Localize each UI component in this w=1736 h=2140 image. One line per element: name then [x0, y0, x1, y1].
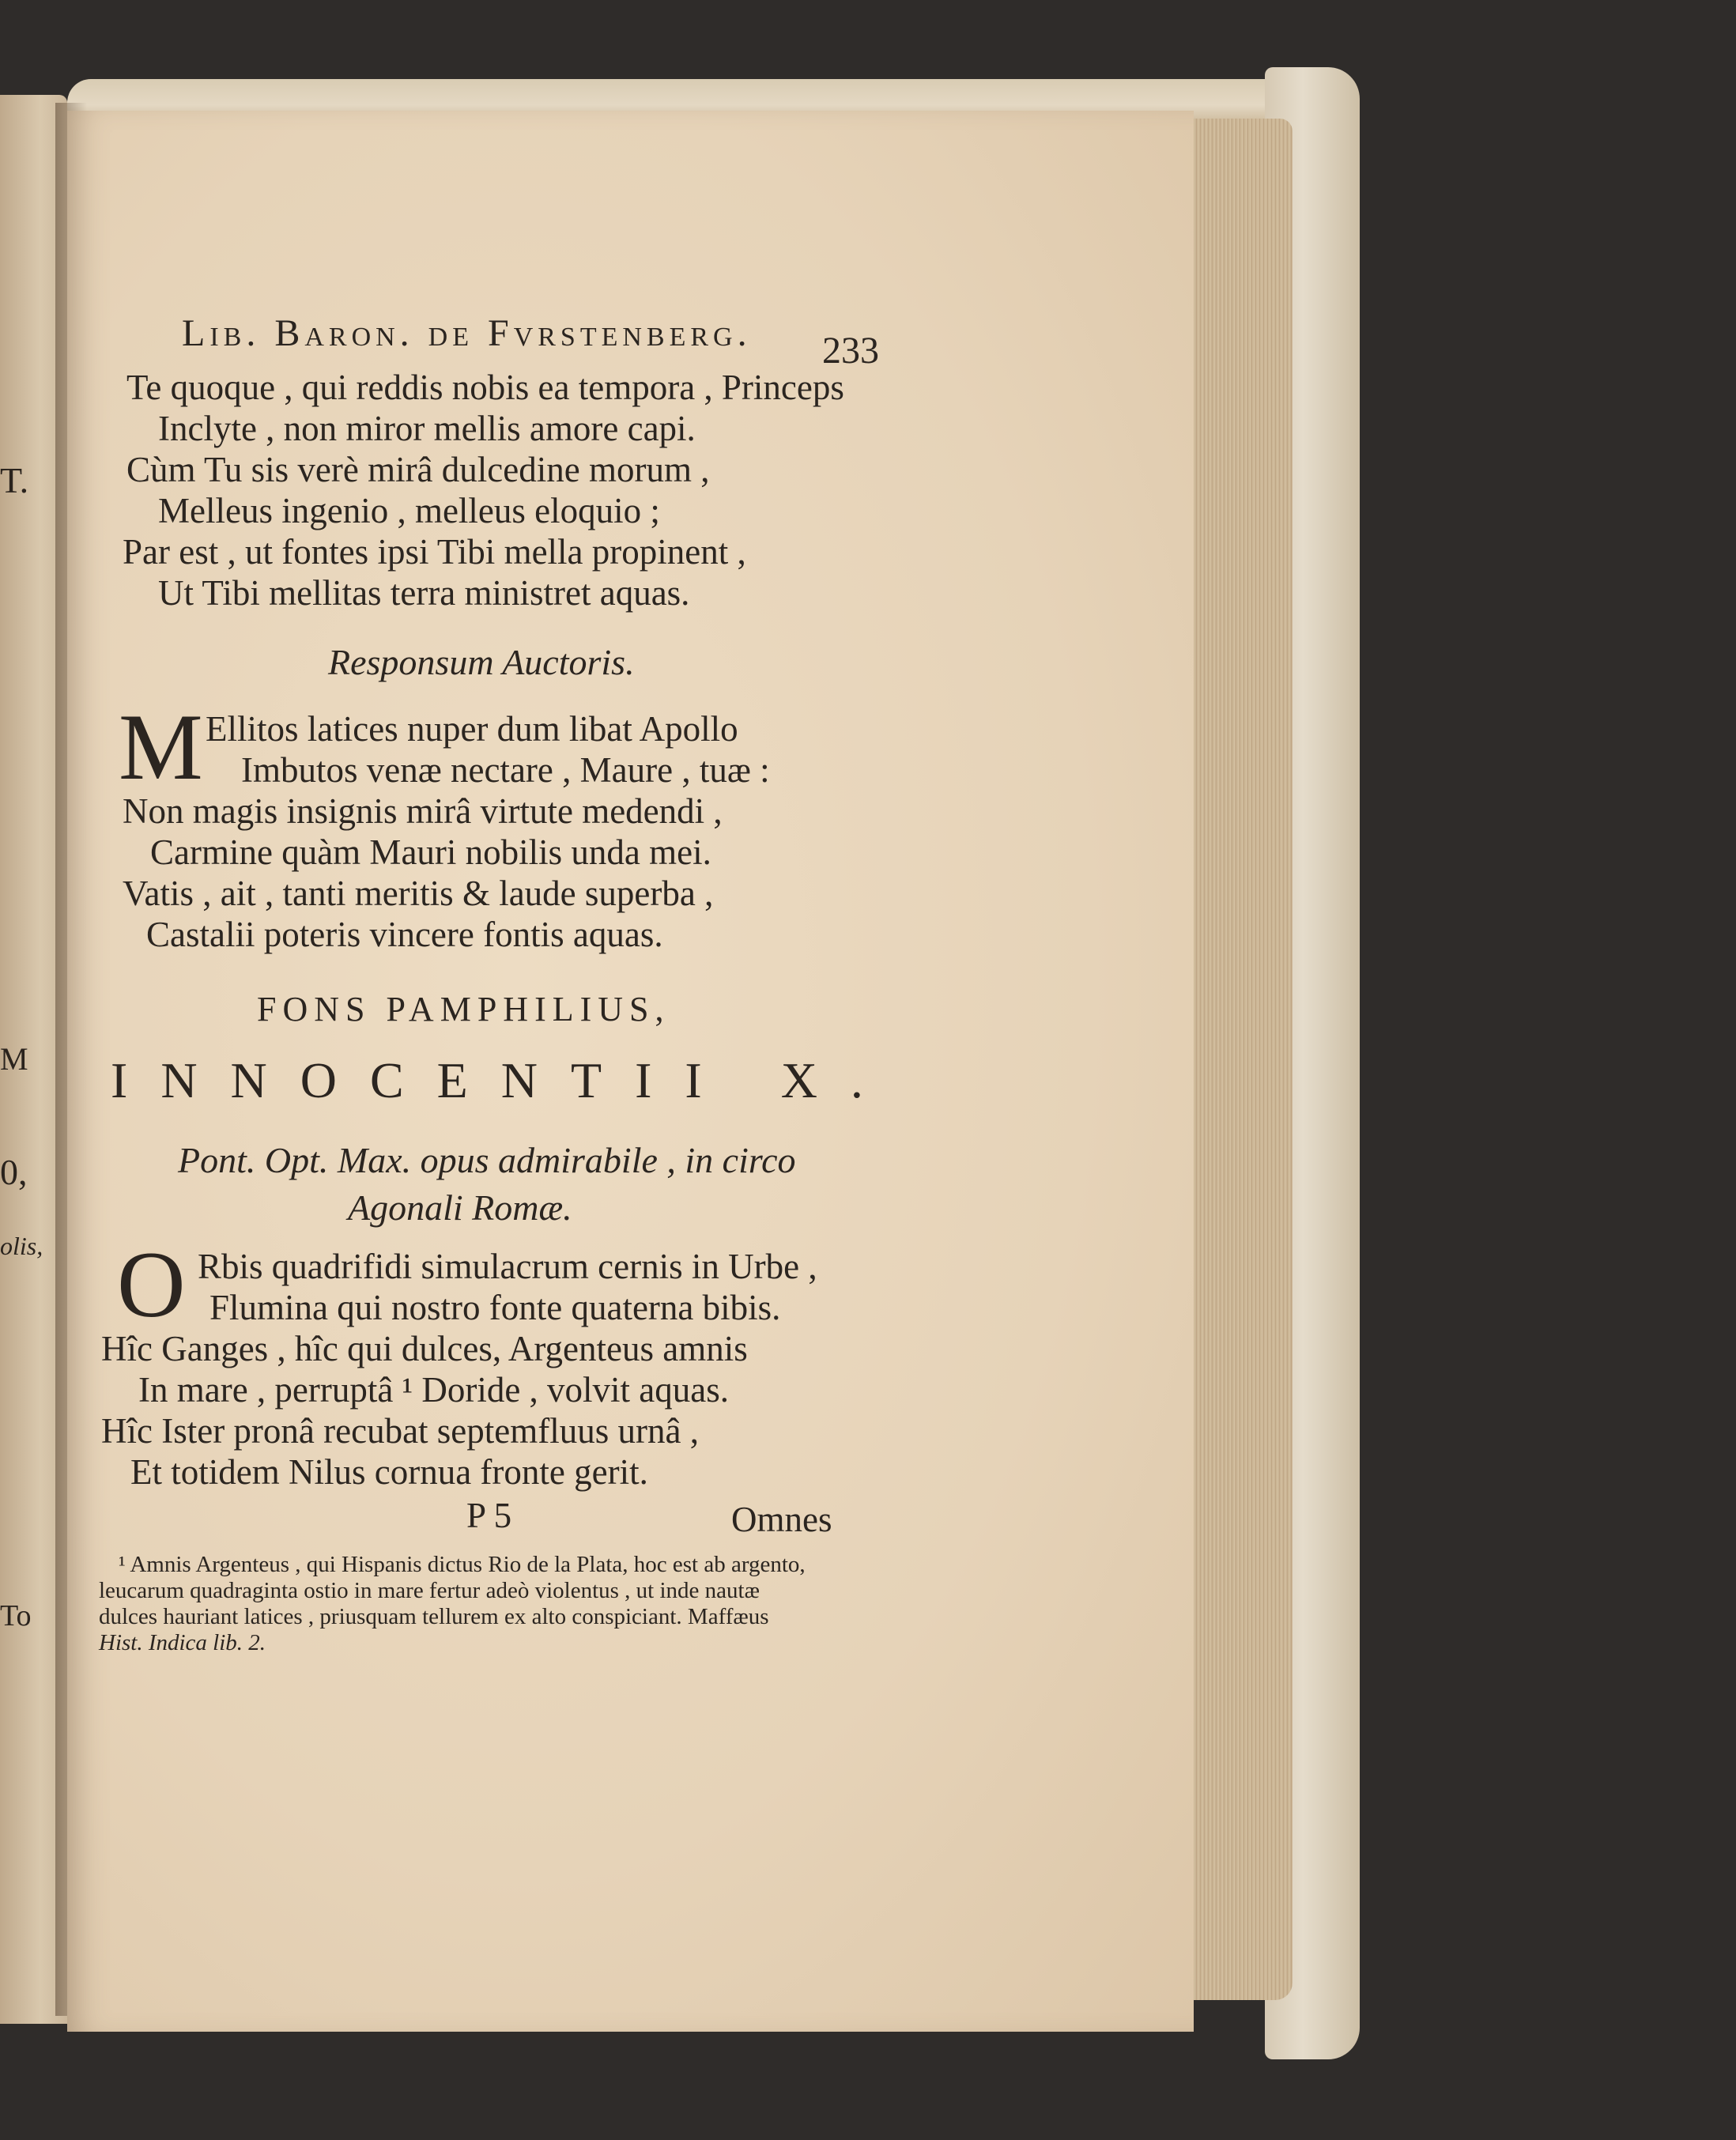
verse-line: Imbutos venæ nectare , Maure , tuæ : [241, 750, 770, 790]
catchword: Omnes [731, 1500, 832, 1539]
drop-cap: M [119, 694, 203, 799]
verse-line: Castalii poteris vincere fontis aquas. [146, 915, 663, 954]
footnote-line: Hist. Indica lib. 2. [99, 1630, 266, 1655]
signature-mark: P 5 [466, 1496, 512, 1535]
verse-line: Melleus ingenio , melleus eloquio ; [158, 491, 660, 530]
left-page-fragment: To [0, 1599, 32, 1632]
footnote-line: dulces hauriant latices , priusquam tellurem ex alto conspiciant. Maffæus [99, 1604, 769, 1629]
left-page-fragment: 0, [0, 1152, 28, 1192]
verse-line: Inclyte , non miror mellis amore capi. [158, 409, 696, 448]
verse-line: Flumina qui nostro fonte quaterna bibis. [209, 1288, 781, 1327]
verse-line: In mare , perruptâ ¹ Doride , volvit aquas. [138, 1370, 730, 1410]
left-page-fragment: T. [0, 460, 29, 500]
running-head: Lib. Baron. de Fvrstenberg. [182, 312, 752, 354]
drop-cap: O [117, 1232, 186, 1337]
verse-line: Et totidem Nilus cornua fronte gerit. [130, 1452, 648, 1492]
left-page-fragment: M [0, 1041, 28, 1077]
verse-line: Ellitos latices nuper dum libat Apollo [206, 709, 738, 749]
page-block-edges [1190, 119, 1293, 2000]
subtitle-line: Pont. Opt. Max. opus admirabile , in circo [178, 1140, 796, 1180]
verse-line: Non magis insignis mirâ virtute medendi , [123, 791, 723, 831]
verse-line: Par est , ut fontes ipsi Tibi mella propinent , [123, 532, 746, 572]
verse-line: Hîc Ister pronâ recubat septemfluus urnâ , [101, 1411, 699, 1451]
section-title: Responsum Auctoris. [328, 642, 635, 682]
verse-line: Ut Tibi mellitas terra ministret aquas. [158, 573, 690, 613]
footnote-line: ¹ Amnis Argenteus , qui Hispanis dictus Rio de la Plata, hoc est ab argento, [119, 1552, 806, 1577]
left-page-fragment: olis, [0, 1232, 43, 1260]
subtitle-line: Agonali Romæ. [348, 1187, 572, 1228]
verse-line: Vatis , ait , tanti meritis & laude superba , [123, 874, 714, 913]
section-title: INNOCENTII X. [111, 1052, 896, 1108]
section-title: FONS PAMPHILIUS, [257, 990, 670, 1028]
verse-line: Rbis quadrifidi simulacrum cernis in Urbe , [198, 1247, 817, 1286]
verse-line: Hîc Ganges , hîc qui dulces, Argenteus amnis [101, 1329, 748, 1368]
page-number: 233 [822, 330, 879, 372]
verse-line: Carmine quàm Mauri nobilis unda mei. [150, 832, 711, 872]
verse-line: Te quoque , qui reddis nobis ea tempora , Princeps [126, 368, 844, 407]
footnote-line: leucarum quadraginta ostio in mare fertur adeò violentus , ut inde nautæ [99, 1578, 760, 1603]
verse-line: Cùm Tu sis verè mirâ dulcedine morum , [126, 450, 710, 489]
